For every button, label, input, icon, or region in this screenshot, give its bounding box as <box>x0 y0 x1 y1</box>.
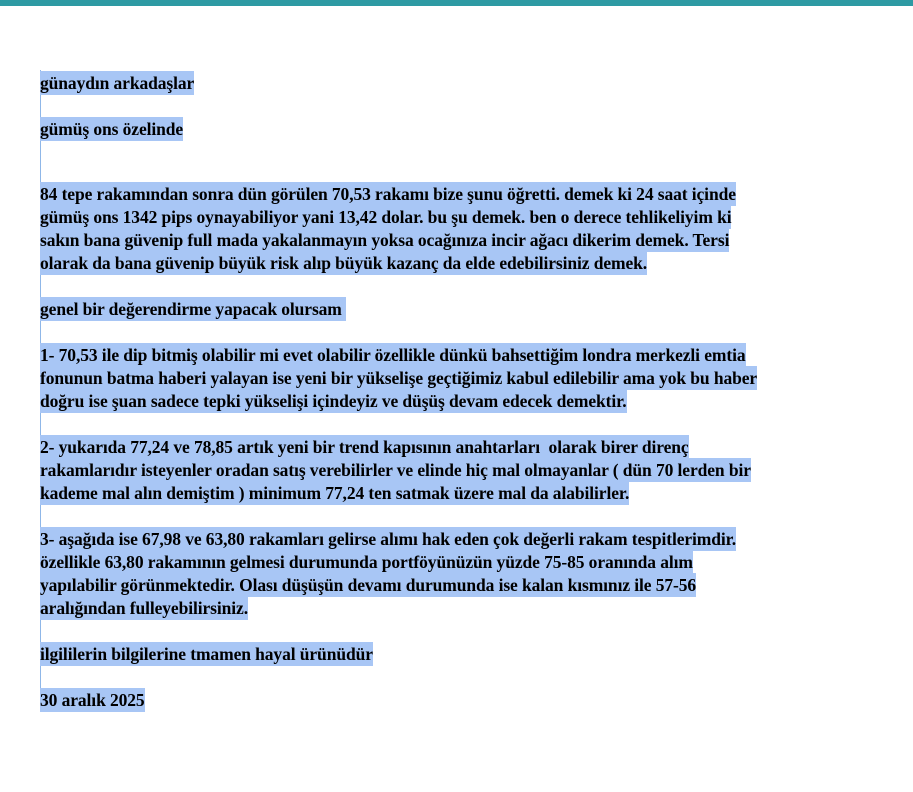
window-top-bar <box>0 0 913 6</box>
intro-paragraph[interactable] <box>40 183 880 275</box>
intro-line: olarak da bana güvenip büyük risk alıp büyük kazanç da elde edebilirsiniz demek. <box>40 253 648 273</box>
greeting-paragraph[interactable] <box>40 72 880 95</box>
point-2-line: kademe mal alın demiştim ) minimum 77,24 ten satmak üzere mal da alabilirler. <box>40 483 630 503</box>
point-2-paragraph[interactable] <box>40 436 880 505</box>
point-3-paragraph[interactable] <box>40 528 880 620</box>
date-text: 30 aralık 2025 <box>40 690 145 710</box>
greeting-text: günaydın arkadaşlar <box>40 73 195 93</box>
point-3-line: özellikle 63,80 rakamının gelmesi durumunda portföyünüzün yüzde 75-85 oranında alım <box>40 552 693 572</box>
point-3-line: yapılabilir görünmektedir. Olası düşüşün devamı durumunda ise kalan kısmınız ile 57-56 <box>40 575 697 595</box>
disclaimer-paragraph[interactable] <box>40 643 880 666</box>
date-paragraph[interactable] <box>40 689 880 712</box>
intro-line: sakın bana güvenip full mada yakalanmayın yoksa ocağınıza incir ağacı dikerim demek. Tersi <box>40 230 730 250</box>
intro-line: 84 tepe rakamından sonra dün görülen 70,53 rakamı bize şunu öğretti. demek ki 24 saat içinde <box>40 184 736 204</box>
evaluation-heading-text: genel bir değerendirme yapacak olursam <box>40 299 347 319</box>
point-1-line: 1- 70,53 ile dip bitmiş olabilir mi evet olabilir özellikle dünkü bahsettiğim londra merkezli emtia <box>40 345 746 365</box>
point-1-line: fonunun batma haberi yalayan ise yeni bir yükselişe geçtiğimiz kabul edilebilir ama yok bu haber <box>40 368 758 388</box>
point-3-line: 3- aşağıda ise 67,98 ve 63,80 rakamları gelirse alımı hak eden çok değerli rakam tespitlerimdir. <box>40 529 737 549</box>
topic-text: gümüş ons özelinde <box>40 119 184 139</box>
point-3-line: aralığından fulleyebilirsiniz. <box>40 598 248 618</box>
document-body[interactable] <box>40 72 880 712</box>
point-2-line: rakamlarıdır isteyenler oradan satış verebilirler ve elinde hiç mal olmayanlar ( dün 70 lerden bir <box>40 460 751 480</box>
point-1-line: doğru ise şuan sadece tepki yükselişi içindeyiz ve düşüş devam edecek demektir. <box>40 391 627 411</box>
disclaimer-text: ilgililerin bilgilerine tmamen hayal ürünüdür <box>40 644 373 664</box>
intro-line: gümüş ons 1342 pips oynayabiliyor yani 13,42 dolar. bu şu demek. ben o derece tehlikeliyim ki <box>40 207 732 227</box>
topic-paragraph[interactable] <box>40 118 880 141</box>
evaluation-heading-paragraph[interactable] <box>40 298 880 321</box>
point-2-line: 2- yukarıda 77,24 ve 78,85 artık yeni bir trend kapısının anahtarları olarak birer direnç <box>40 437 689 457</box>
point-1-paragraph[interactable] <box>40 344 880 413</box>
